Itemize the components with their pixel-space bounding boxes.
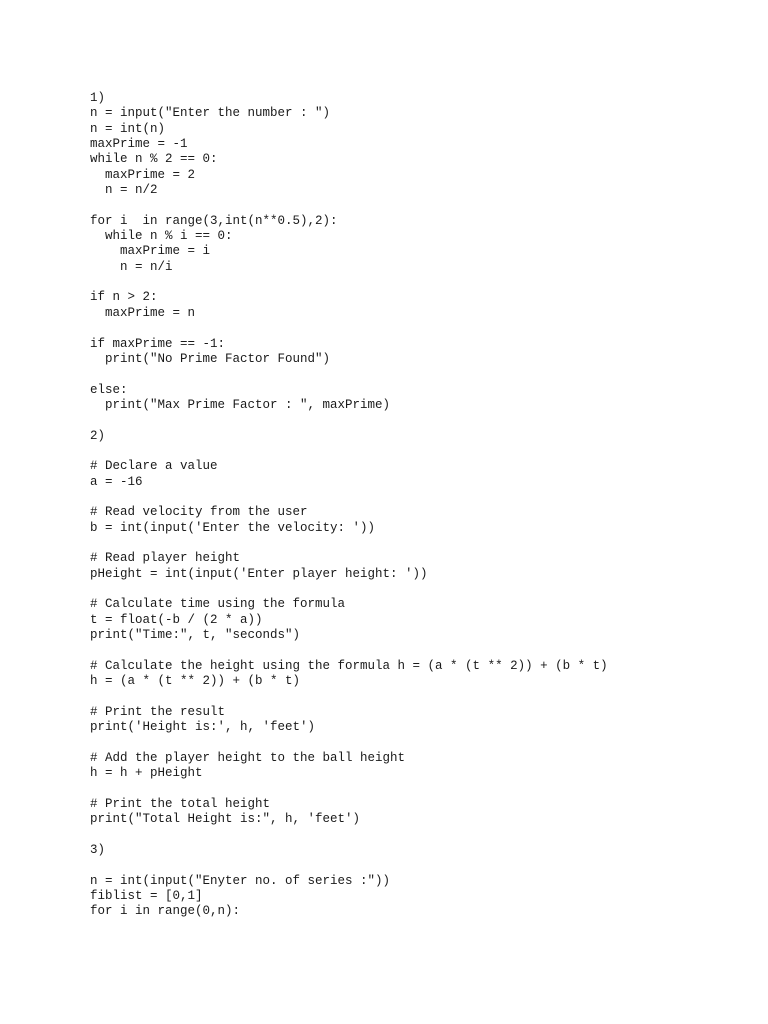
code-line [90, 689, 608, 704]
code-line [90, 536, 608, 551]
code-line [90, 321, 608, 336]
code-line: n = int(input("Enyter no. of series :")) [90, 873, 391, 888]
code-line [90, 413, 608, 428]
code-line: t = float(-b / (2 * a)) [90, 612, 263, 627]
code-line: # Print the total height [90, 796, 271, 811]
code-line: print("Max Prime Factor : ", maxPrime) [90, 397, 391, 412]
code-line: maxPrime = i [90, 244, 211, 259]
code-line: b = int(input('Enter the velocity: ')) [90, 520, 376, 535]
code-line [90, 828, 608, 843]
code-line: maxPrime = 2 [90, 167, 196, 182]
code-listing [90, 91, 608, 920]
code-line: for i in range(3,int(n**0.5),2): [90, 213, 338, 228]
code-line: # Declare a value [90, 459, 218, 474]
code-line: else: [90, 382, 128, 397]
code-line [90, 643, 608, 658]
code-line: print("Time:", t, "seconds") [90, 628, 301, 643]
code-line: # Calculate the height using the formula h = (a * (t ** 2)) + (b * t) [90, 658, 608, 673]
code-line: while n % 2 == 0: [90, 152, 218, 167]
code-line [90, 582, 608, 597]
code-line: n = int(n) [90, 121, 166, 136]
code-line: maxPrime = -1 [90, 137, 188, 152]
code-line: 2) [90, 428, 106, 443]
code-line: print("No Prime Factor Found") [90, 351, 331, 366]
code-line: # Print the result [90, 704, 226, 719]
code-line: print("Total Height is:", h, 'feet') [90, 812, 361, 827]
code-line [90, 367, 608, 382]
code-line: a = -16 [90, 474, 143, 489]
code-line: if n > 2: [90, 290, 158, 305]
code-line: for i in range(0,n): [90, 904, 241, 919]
code-line: fiblist = [0,1] [90, 888, 203, 903]
code-line: while n % i == 0: [90, 229, 233, 244]
code-line: n = n/2 [90, 183, 158, 198]
code-line [90, 444, 608, 459]
code-line: pHeight = int(input('Enter player height: ')) [90, 566, 428, 581]
code-line: 3) [90, 842, 106, 857]
code-line: # Calculate time using the formula [90, 597, 346, 612]
code-line [90, 735, 608, 750]
code-line [90, 275, 608, 290]
code-line: h = h + pHeight [90, 766, 203, 781]
code-line [90, 490, 608, 505]
code-line: # Read player height [90, 551, 241, 566]
code-line [90, 858, 608, 873]
code-line: 1) [90, 91, 106, 105]
code-line [90, 781, 608, 796]
code-line: maxPrime = n [90, 305, 196, 320]
code-line: h = (a * (t ** 2)) + (b * t) [90, 674, 301, 689]
code-line [90, 198, 608, 213]
code-line: # Read velocity from the user [90, 505, 308, 520]
code-line: n = n/i [90, 259, 173, 274]
code-line: if maxPrime == -1: [90, 336, 226, 351]
code-line: print('Height is:', h, 'feet') [90, 720, 316, 735]
code-line: n = input("Enter the number : ") [90, 106, 331, 121]
code-line: # Add the player height to the ball height [90, 750, 406, 765]
